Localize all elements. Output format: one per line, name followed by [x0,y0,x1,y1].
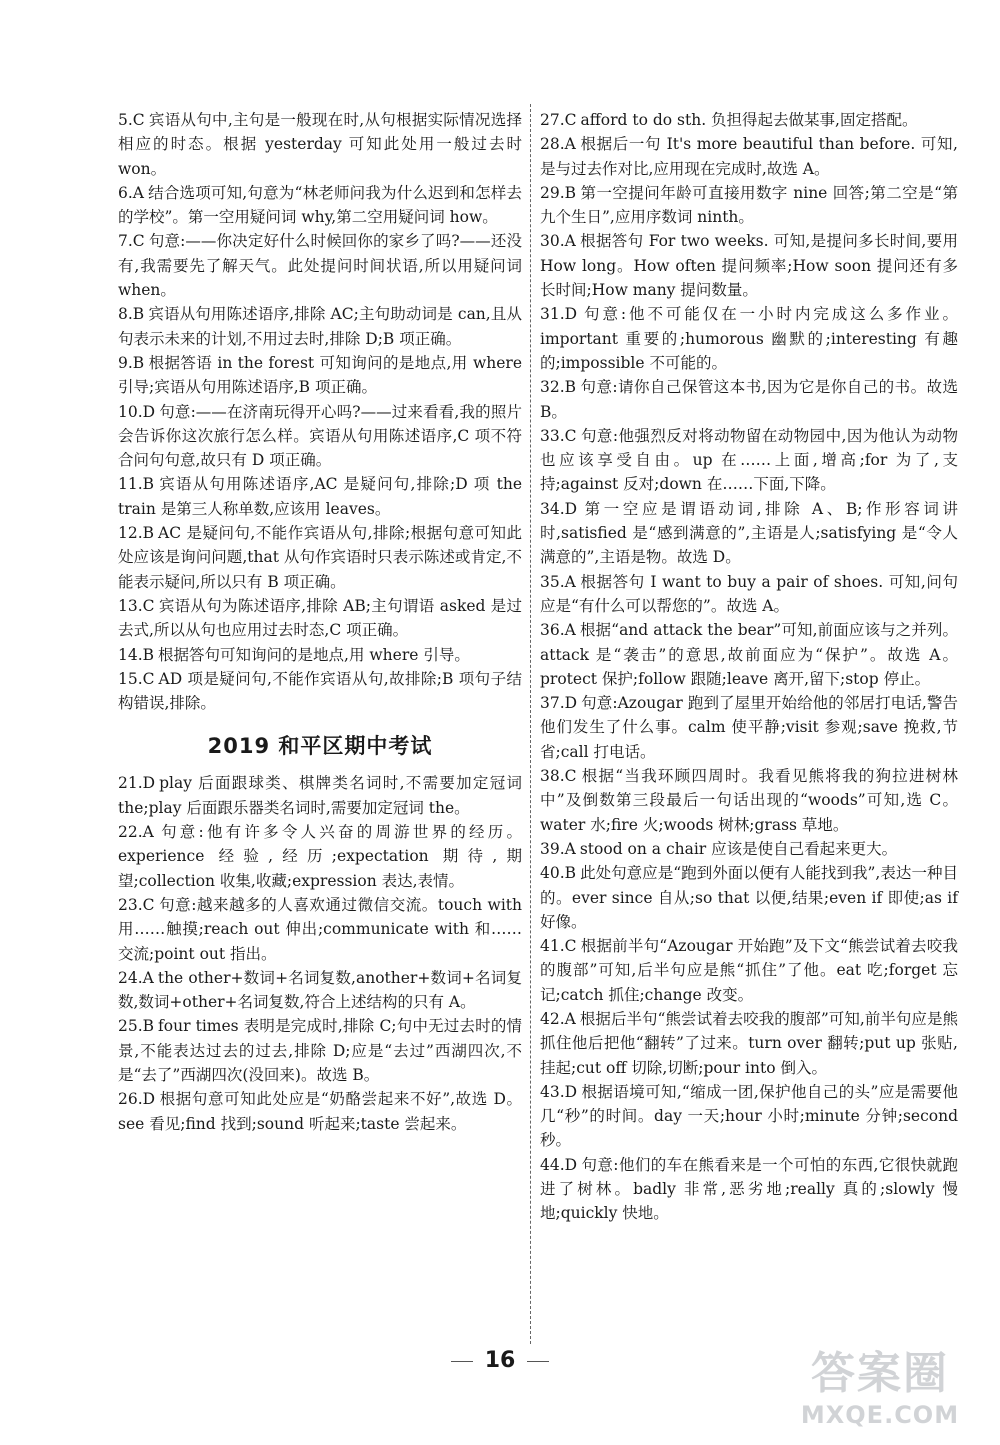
answer-item [118,966,522,1015]
answer-explanation: four times 表明是完成时,排除 C;句中无过去时的情景,不能表达过去的过去,排除 D;应是“去过”西湖四次,不是“去了”西湖四次(没回来)。故选 B。 [118,1017,522,1084]
answer-number: 9.B [118,353,145,372]
right-column [540,108,958,1226]
section-title: 2019 和平区期中考试 [207,734,433,759]
answer-explanation: 第一空提问年龄可直接用数字 nine 回答;第二空是“第九个生日”,应用序数词 ninth。 [540,183,958,227]
answer-number: 29.B [540,183,577,202]
page-number: 16 [484,1348,516,1373]
answer-explanation: 句意:他强烈反对将动物留在动物园中,因为他认为动物也应该享受自由。up 在……上面,增高;for 为了,支持;against 反对;down 在……下面,下降。 [540,426,958,494]
answer-number: 23.C [118,895,155,914]
answer-item [118,472,522,521]
answer-number: 32.B [540,378,577,397]
answer-explanation: AD 项是疑问句,不能作宾语从句,故排除;B 项句子结构错误,排除。 [118,669,522,713]
left-answer-list-2 [118,771,522,1135]
answer-item [540,837,958,861]
answer-number: 10.D [118,402,156,421]
answer-item [118,1014,522,1087]
answer-item [540,1080,958,1153]
answer-number: 7.C [118,232,145,251]
answer-explanation: afford to do sth. 负担得起去做某事,固定搭配。 [580,111,918,129]
left-answer-list [118,108,522,715]
answer-explanation: 句意:请你自己保管这本书,因为它是你自己的书。故选 B。 [540,378,958,421]
answer-explanation: 句意:他有许多令人兴奋的周游世界的经历。experience 经验,经历;expectation 期待,期望;collection 收集,收藏;expression 表达,表情。 [118,823,522,890]
answer-number: 22.A [118,823,154,842]
answer-number: 21.D [118,774,156,793]
answer-number: 38.C [540,767,577,786]
answer-item [540,570,958,619]
answer-explanation: 根据答句 For two weeks. 可知,是提问多长时间,要用 How long。How often 提问频率;How soon 提问还有多长时间;How many 提问数量。 [540,232,958,300]
answer-item [540,934,958,1007]
column-divider [530,104,531,1344]
answer-number: 28.A [540,135,576,154]
answer-explanation: 根据后一句 It's more beautiful than before. 可知,是与过去作对比,应用现在完成时,故选 A。 [540,135,958,178]
answer-item [118,521,522,594]
answer-number: 26.D [118,1090,156,1109]
answer-item [540,132,958,181]
answer-item [540,108,958,132]
answer-explanation: 句意:越来越多的人喜欢通过微信交流。touch with 用……触摸;reach out 伸出;communicate with 和……交流;point out 指出。 [118,895,522,963]
answer-explanation: 句意:Azougar 跑到了屋里开始给他的邻居打电话,警告他们发生了什么事。calm 使平静;visit 参观;save 挽救,节省;call 打电话。 [540,694,958,761]
answer-item [118,302,522,351]
answer-item [118,820,522,893]
answer-explanation: 句意:他不可能仅在一小时内完成这么多作业。important 重要的;humorous 幽默的;interesting 有趣的;impossible 不可能的。 [540,305,958,372]
answer-item [118,181,522,230]
answer-item [118,594,522,643]
footer-dash-left [451,1361,473,1362]
answer-explanation: stood on a chair 应该是使自己看起来更大。 [579,839,898,858]
answer-item [118,229,522,302]
answer-explanation: 此处句意应是“跑到外面以便有人能找到我”,表达一种目的。ever since 自从;so that 以便,结果;even if 即使;as if 好像。 [540,864,958,931]
answer-explanation: 句意:——你决定好什么时候回你的家乡了吗?——还没有,我需要先了解天气。此处提问时间状语,所以用疑问词 when。 [118,232,522,300]
answer-explanation: 根据答语 in the forest 可知询问的是地点,用 where 引导;宾语从句用陈述语序,B 项正确。 [118,353,522,397]
answer-number: 25.B [118,1017,155,1036]
answer-explanation: 根据句意可知此处应是“奶酪尝起来不好”,故选 D。see 看见;find 找到;sound 听起来;taste 尝起来。 [118,1090,522,1133]
answer-item [118,643,522,667]
left-column [118,108,522,1136]
answer-number: 34.D [540,499,578,518]
answer-item [540,618,958,691]
answer-explanation: 根据答句 I want to buy a pair of shoes. 可知,问句应是“有什么可以帮您的”。故选 A。 [540,572,958,615]
answer-explanation: 宾语从句为陈述语序,排除 AB;主句谓语 asked 是过去式,所以从句也应用过去时态,C 项正确。 [118,596,522,640]
answer-explanation: 根据前半句“Azougar 开始跑”及下文“熊尝试着去咬我的腹部”可知,后半句应是熊“抓住”了他。eat 吃;forget 忘记;catch 抓住;change 改变。 [540,937,958,1004]
answer-item [540,497,958,570]
answer-explanation: the other+数词+名词复数,another+数词+名词复数,数词+other+名词复数,符合上述结构的只有 A。 [118,968,522,1012]
answer-item [540,229,958,302]
answer-number: 11.B [118,475,155,494]
answer-number: 5.C [118,111,145,129]
answer-item [540,424,958,497]
answer-number: 24.A [118,968,154,987]
answer-item [540,1007,958,1080]
answer-item [540,764,958,837]
answer-explanation: 第一空应是谓语动词,排除 A、B;作形容词讲时,satisfied 是“感到满意的”,主语是人;satisfying 是“令人满意的”,主语是物。故选 D。 [540,499,958,567]
answer-item [540,302,958,375]
answer-item [540,181,958,230]
answer-item [118,667,522,716]
answer-item [118,893,522,966]
right-answer-list [540,108,958,1226]
watermark-logo-text: 答案圈 [811,1348,949,1399]
answer-explanation: 根据语境可知,“缩成一团,保护他自己的头”应是需要他几“秒”的时间。day 一天;hour 小时;minute 分钟;second 秒。 [540,1082,958,1150]
answer-number: 33.C [540,426,577,445]
answer-explanation: 根据后半句“熊尝试着去咬我的腹部”可知,前半句应是熊抓住他后把他“翻转”了过来。turn over 翻转;put up 张贴,挂起;cut off 切除,切断;pour into 倒入。 [540,1009,958,1077]
answer-number: 6.A [118,183,144,202]
answer-number: 41.C [540,937,577,956]
answer-explanation: 宾语从句用陈述语序,AC 是疑问句,排除;D 项 the train 是第三人称单数,应该用 leaves。 [118,475,522,518]
answer-explanation: 结合选项可知,句意为“林老师问我为什么迟到和怎样去的学校”。第一空用疑问词 why,第二空用疑问词 how。 [118,183,522,227]
answer-item [540,691,958,764]
answer-number: 31.D [540,305,578,324]
answer-number: 37.D [540,694,578,713]
answer-item [118,1087,522,1136]
answer-item [540,1153,958,1226]
footer-dash-right [527,1361,549,1362]
answer-explanation: 根据答句可知询问的是地点,用 where 引导。 [158,645,470,664]
answer-item [118,400,522,473]
answer-explanation: 句意:——在济南玩得开心吗?——过来看看,我的照片会告诉你这次旅行怎么样。宾语从句用陈述语序,C 项不符合问句句意,故只有 D 项正确。 [118,402,522,470]
answer-number: 12.B [118,524,155,543]
answer-number: 13.C [118,596,155,615]
answer-number: 40.B [540,864,577,883]
answer-number: 35.A [540,572,576,591]
answer-number: 36.A [540,621,576,640]
answer-number: 42.A [540,1009,576,1028]
answer-number: 14.B [118,645,155,664]
answer-explanation: 宾语从句用陈述语序,排除 AC;主句助动词是 can,且从句表示未来的计划,不用过去时,排除 D;B 项正确。 [118,305,522,348]
site-watermark [780,1347,980,1439]
answer-number: 39.A [540,839,576,858]
answer-item [540,861,958,934]
answer-number: 27.C [540,111,577,129]
watermark-site-url: MXQE.COM [800,1401,960,1429]
answer-number: 8.B [118,305,145,324]
answer-item [118,351,522,400]
answer-number: 30.A [540,232,576,251]
answer-item [118,108,522,181]
answer-explanation: 根据“and attack the bear”可知,前面应该与之并列。attack 是“袭击”的意思,故前面应为“保护”。故选 A。protect 保护;follow 跟随;leave 离开,留下;stop 停止。 [540,621,958,688]
answer-explanation: 根据“当我环顾四周时。我看见熊将我的狗拉进树林中”及倒数第三段最后一句话出现的“woods”可知,选 C。water 水;fire 火;woods 树林;grass 草地。 [540,767,958,834]
answer-number: 44.D [540,1155,578,1174]
answer-item [118,771,522,820]
answer-number: 43.D [540,1082,578,1101]
answer-number: 15.C [118,669,155,688]
answer-explanation: play 后面跟球类、棋牌类名词时,不需要加定冠词 the;play 后面跟乐器类名词时,需要加定冠词 the。 [118,774,522,817]
answer-explanation: 句意:他们的车在熊看来是一个可怕的东西,它很快就跑进了树林。badly 非常,恶劣地;really 真的;slowly 慢地;quickly 快地。 [540,1155,958,1223]
answer-explanation: 宾语从句中,主句是一般现在时,从句根据实际情况选择相应的时态。根据 yesterday 可知此处用一般过去时 won。 [118,111,522,178]
answer-item [540,375,958,424]
answer-explanation: AC 是疑问句,不能作宾语从句,排除;根据句意可知此处应该是询问问题,that 从句作宾语时只表示陈述或肯定,不能表示疑问,所以只有 B 项正确。 [118,524,522,591]
